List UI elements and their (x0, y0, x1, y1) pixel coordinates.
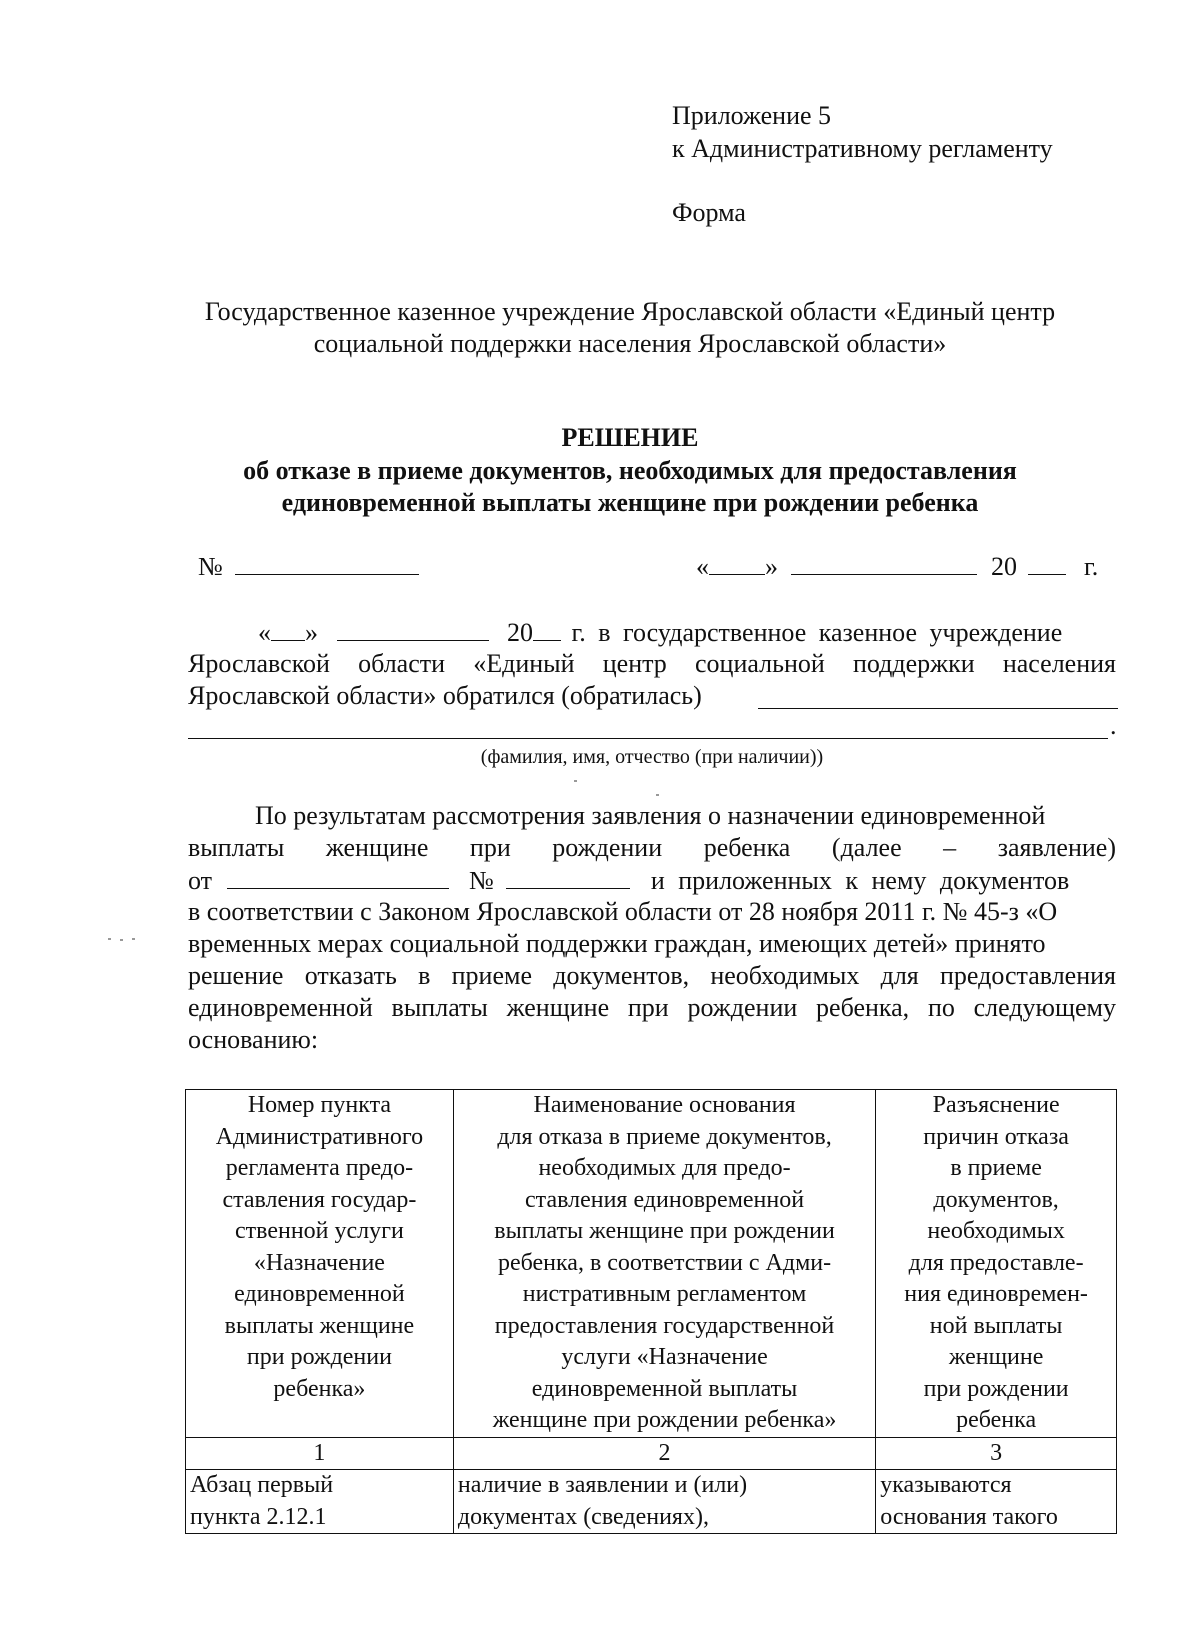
document-title: РЕШЕНИЕ (561, 423, 699, 452)
para2-line7: единовременной выплаты женщине при рождении ребенка, по следующему (188, 993, 1116, 1022)
para2-line8: основанию: (188, 1025, 319, 1054)
day-blank[interactable] (709, 550, 765, 575)
organization-name-line2: социальной поддержки населения Ярославской области» (313, 329, 947, 358)
quote-close: » (765, 552, 778, 581)
number-blank[interactable] (235, 550, 419, 575)
column-number-3: 3 (876, 1437, 1117, 1470)
para1-line1-text: г. в государственное казенное учреждение (571, 618, 1063, 647)
para2-from: от (188, 866, 213, 895)
header-refusal-explanation: Разъяснение причин отказа в приеме документов, необходимых для предоставле- ния единовремен- ной выплаты женщине при рождении ребенка (876, 1090, 1117, 1438)
para2-line1: По результатам рассмотрения заявления о назначении единовременной (255, 801, 1046, 830)
appendix-label: Приложение 5 (672, 101, 832, 130)
organization-name-line1: Государственное казенное учреждение Ярославской области «Единый центр (204, 297, 1056, 326)
form-label: Форма (672, 198, 746, 227)
table-number-row (186, 1437, 1117, 1470)
appendix-reference: к Административному регламенту (672, 134, 1053, 163)
quote-open: « (696, 552, 709, 581)
applicant-name-continuation-blank[interactable] (188, 714, 1108, 739)
decision-date-field[interactable] (696, 550, 1098, 583)
header-refusal-ground: Наименование основания для отказа в приеме документов, необходимых для предо- ставления единовременной выплаты женщине при рождении ребенка, в соответствии с Адми- нистративным регламентом предоставления государственной услуги «Назначение единовременной выплаты женщине при рождении ребенка» (453, 1090, 875, 1438)
column-number-1: 1 (186, 1437, 454, 1470)
para1-line2: Ярославской области «Единый центр социальной поддержки населения (188, 649, 1116, 678)
number-sign: № (198, 552, 223, 581)
para1-year-blank[interactable] (533, 616, 561, 641)
para1-quote-close: » (305, 618, 318, 647)
application-date-blank[interactable] (227, 864, 449, 889)
para2-line4: в соответствии с Законом Ярославской области от 28 ноября 2011 г. № 45-з «О (188, 897, 1058, 926)
para1-line1 (188, 616, 1116, 649)
year-prefix: 20 (991, 552, 1017, 581)
row1-refusal-explanation: указываются основания такого (876, 1470, 1117, 1534)
row1-refusal-ground: наличие в заявлении и (или) документах (сведениях), (453, 1470, 875, 1534)
scan-speck (120, 939, 123, 941)
row1-regulation-item: Абзац первый пункта 2.12.1 (186, 1470, 454, 1534)
para1-day-blank[interactable] (271, 616, 305, 641)
table-row (186, 1470, 1117, 1534)
column-number-2: 2 (453, 1437, 875, 1470)
scan-speck (108, 938, 111, 940)
para1-quote-open: « (258, 618, 271, 647)
table-header-row (186, 1090, 1117, 1438)
document-subtitle-line1: об отказе в приеме документов, необходимых для предоставления (243, 456, 1017, 485)
year-suffix: г. (1084, 552, 1099, 581)
application-number-blank[interactable] (506, 864, 630, 889)
para1-month-blank[interactable] (337, 616, 489, 641)
para2-line2: выплаты женщине при рождении ребенка (далее – заявление) (188, 833, 1116, 862)
month-blank[interactable] (791, 550, 977, 575)
para1-line3 (188, 680, 1116, 712)
document-subtitle-line2: единовременной выплаты женщине при рождении ребенка (281, 488, 979, 517)
para2-line6: решение отказать в приеме документов, необходимых для предоставления (188, 961, 1116, 990)
para1-year-prefix: 20 (507, 618, 533, 647)
applicant-name-caption: (фамилия, имя, отчество (при наличии)) (480, 746, 824, 768)
applicant-name-blank[interactable] (758, 684, 1118, 709)
para2-line5: временных мерах социальной поддержки граждан, имеющих детей» принято (188, 929, 1046, 958)
para2-no-sign: № (469, 866, 494, 895)
scan-speck (656, 794, 659, 796)
scan-speck (574, 780, 577, 782)
para1-end-dot: . (1110, 711, 1117, 740)
para2-line3-rest: и приложенных к нему документов (650, 866, 1070, 895)
header-regulation-item: Номер пункта Административного регламента предо- ставления государ- ственной услуги «Назначение единовременной выплаты женщине при рождении ребенка» (186, 1090, 454, 1438)
para2-line3 (188, 864, 1116, 897)
decision-number-field[interactable] (198, 550, 419, 583)
refusal-grounds-table (185, 1089, 1117, 1534)
year-blank[interactable] (1028, 550, 1066, 575)
scan-speck (132, 938, 135, 940)
para1-line3-text: Ярославской области» обратился (обратилась) (188, 681, 702, 710)
